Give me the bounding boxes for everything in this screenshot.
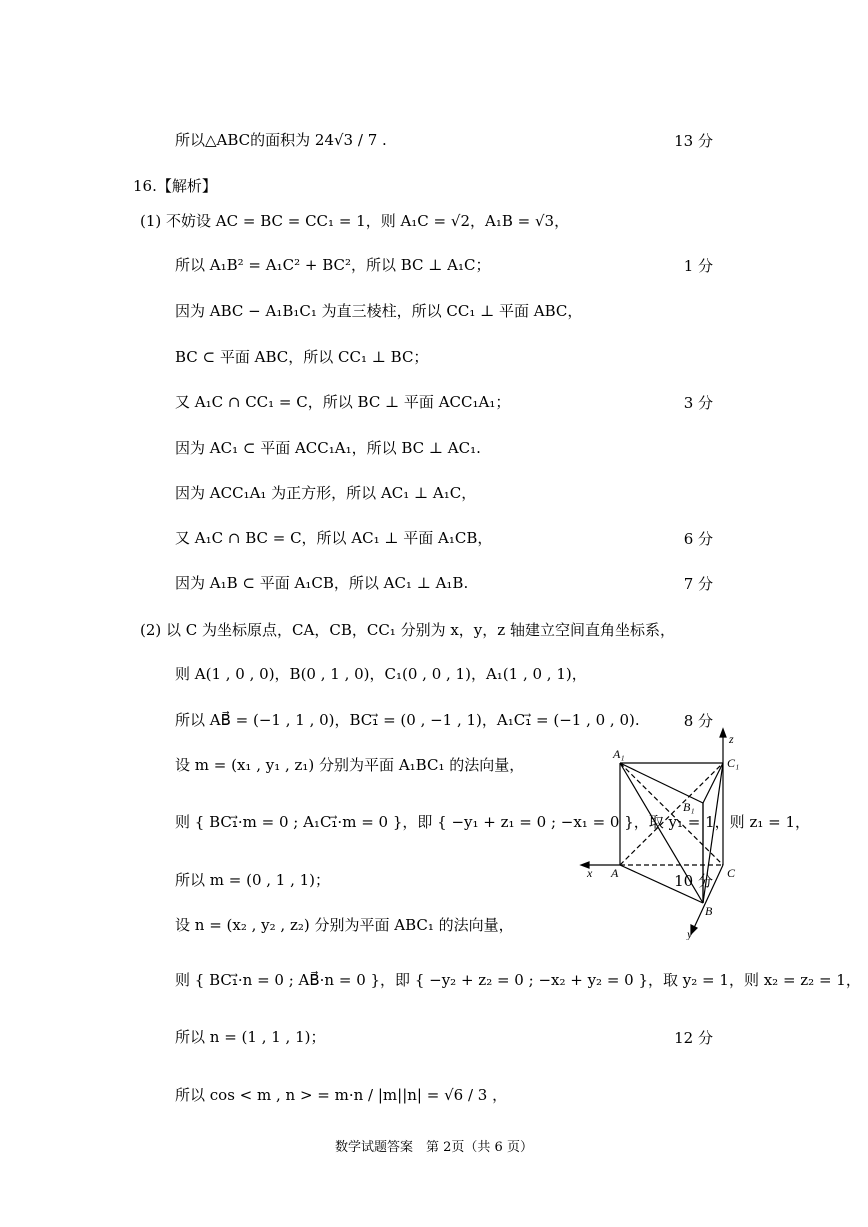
text-line: 因为 ACC₁A₁ 为正方形，所以 AC₁ ⊥ A₁C， xyxy=(175,484,477,502)
text-line: 因为 ABC − A₁B₁C₁ 为直三棱柱，所以 CC₁ ⊥ 平面 ABC， xyxy=(175,302,583,320)
label-C: C xyxy=(727,866,736,880)
prism-figure xyxy=(575,725,750,940)
text-line: 则 { BC₁⃗·m = 0 ; A₁C₁⃗·m = 0 }，即 { −y₁ + z₁ = 0 ; −x₁ = 0 }，取 y₁ = 1，则 z₁ = 1， xyxy=(175,813,811,831)
label-A1: A₁ xyxy=(613,747,625,761)
text-line: 则 { BC₁⃗·n = 0 ; AB⃗·n = 0 }，即 { −y₂ + z₂ = 0 ; −x₂ + y₂ = 0 }，取 y₂ = 1，则 x₂ = z₂ = 1， xyxy=(175,971,861,989)
section-heading: 16.【解析】 xyxy=(133,177,217,195)
text-line: 所以△ABC的面积为 24√3 / 7 . xyxy=(175,131,387,149)
text-line: 则 A(1 , 0 , 0)，B(0 , 1 , 0)，C₁(0 , 0 , 1)，A₁(1 , 0 , 1)， xyxy=(175,665,587,683)
z-arrow xyxy=(720,729,726,737)
label-B1: B₁ xyxy=(683,800,695,814)
text-line: 所以 A₁B² = A₁C² + BC²，所以 BC ⊥ A₁C； xyxy=(175,256,491,274)
page-footer: 数学试题答案 第 2页（共 6 页） xyxy=(335,1140,533,1155)
label-y: y xyxy=(687,927,693,940)
score-mark: 3 分 xyxy=(683,394,713,412)
score-mark: 7 分 xyxy=(683,575,713,593)
text-line: 所以 m = (0 , 1 , 1)； xyxy=(175,871,331,889)
text-line: 因为 AC₁ ⊂ 平面 ACC₁A₁，所以 BC ⊥ AC₁. xyxy=(175,439,481,457)
score-mark: 8 分 xyxy=(683,712,713,730)
label-C1: C₁ xyxy=(727,756,740,770)
text-line: (1) 不妨设 AC = BC = CC₁ = 1，则 A₁C = √2，A₁B = √3， xyxy=(140,212,570,230)
label-x: x xyxy=(587,866,593,880)
label-B: B xyxy=(705,904,713,918)
text-line: 又 A₁C ∩ CC₁ = C，所以 BC ⊥ 平面 ACC₁A₁； xyxy=(175,393,511,411)
text-line: 因为 A₁B ⊂ 平面 A₁CB，所以 AC₁ ⊥ A₁B. xyxy=(175,574,469,592)
text-line: BC ⊂ 平面 ABC，所以 CC₁ ⊥ BC； xyxy=(175,348,429,366)
text-line: 设 n = (x₂ , y₂ , z₂) 分别为平面 ABC₁ 的法向量， xyxy=(175,916,514,934)
score-mark: 1 分 xyxy=(683,257,713,275)
score-mark: 13 分 xyxy=(674,132,713,150)
score-mark: 6 分 xyxy=(683,530,713,548)
label-z: z xyxy=(729,732,734,746)
text-line: 又 A₁C ∩ BC = C，所以 AC₁ ⊥ 平面 A₁CB， xyxy=(175,529,493,547)
text-line: 所以 AB⃗ = (−1 , 1 , 0)，BC₁⃗ = (0 , −1 , 1)，A₁C₁⃗ = (−1 , 0 , 0). xyxy=(175,711,640,729)
text-line: 所以 n = (1 , 1 , 1)； xyxy=(175,1028,326,1046)
score-mark: 12 分 xyxy=(674,1029,713,1047)
score-mark: 10 分 xyxy=(674,872,713,890)
label-A: A xyxy=(611,866,619,880)
text-line: 设 m = (x₁ , y₁ , z₁) 分别为平面 A₁BC₁ 的法向量， xyxy=(175,756,525,774)
text-line: (2) 以 C 为坐标原点，CA，CB，CC₁ 分别为 x，y，z 轴建立空间直角坐标系， xyxy=(140,621,675,639)
y-axis xyxy=(693,865,723,930)
text-line: 所以 cos < m , n > = m·n / |m||n| = √6 / 3 ， xyxy=(175,1086,508,1104)
